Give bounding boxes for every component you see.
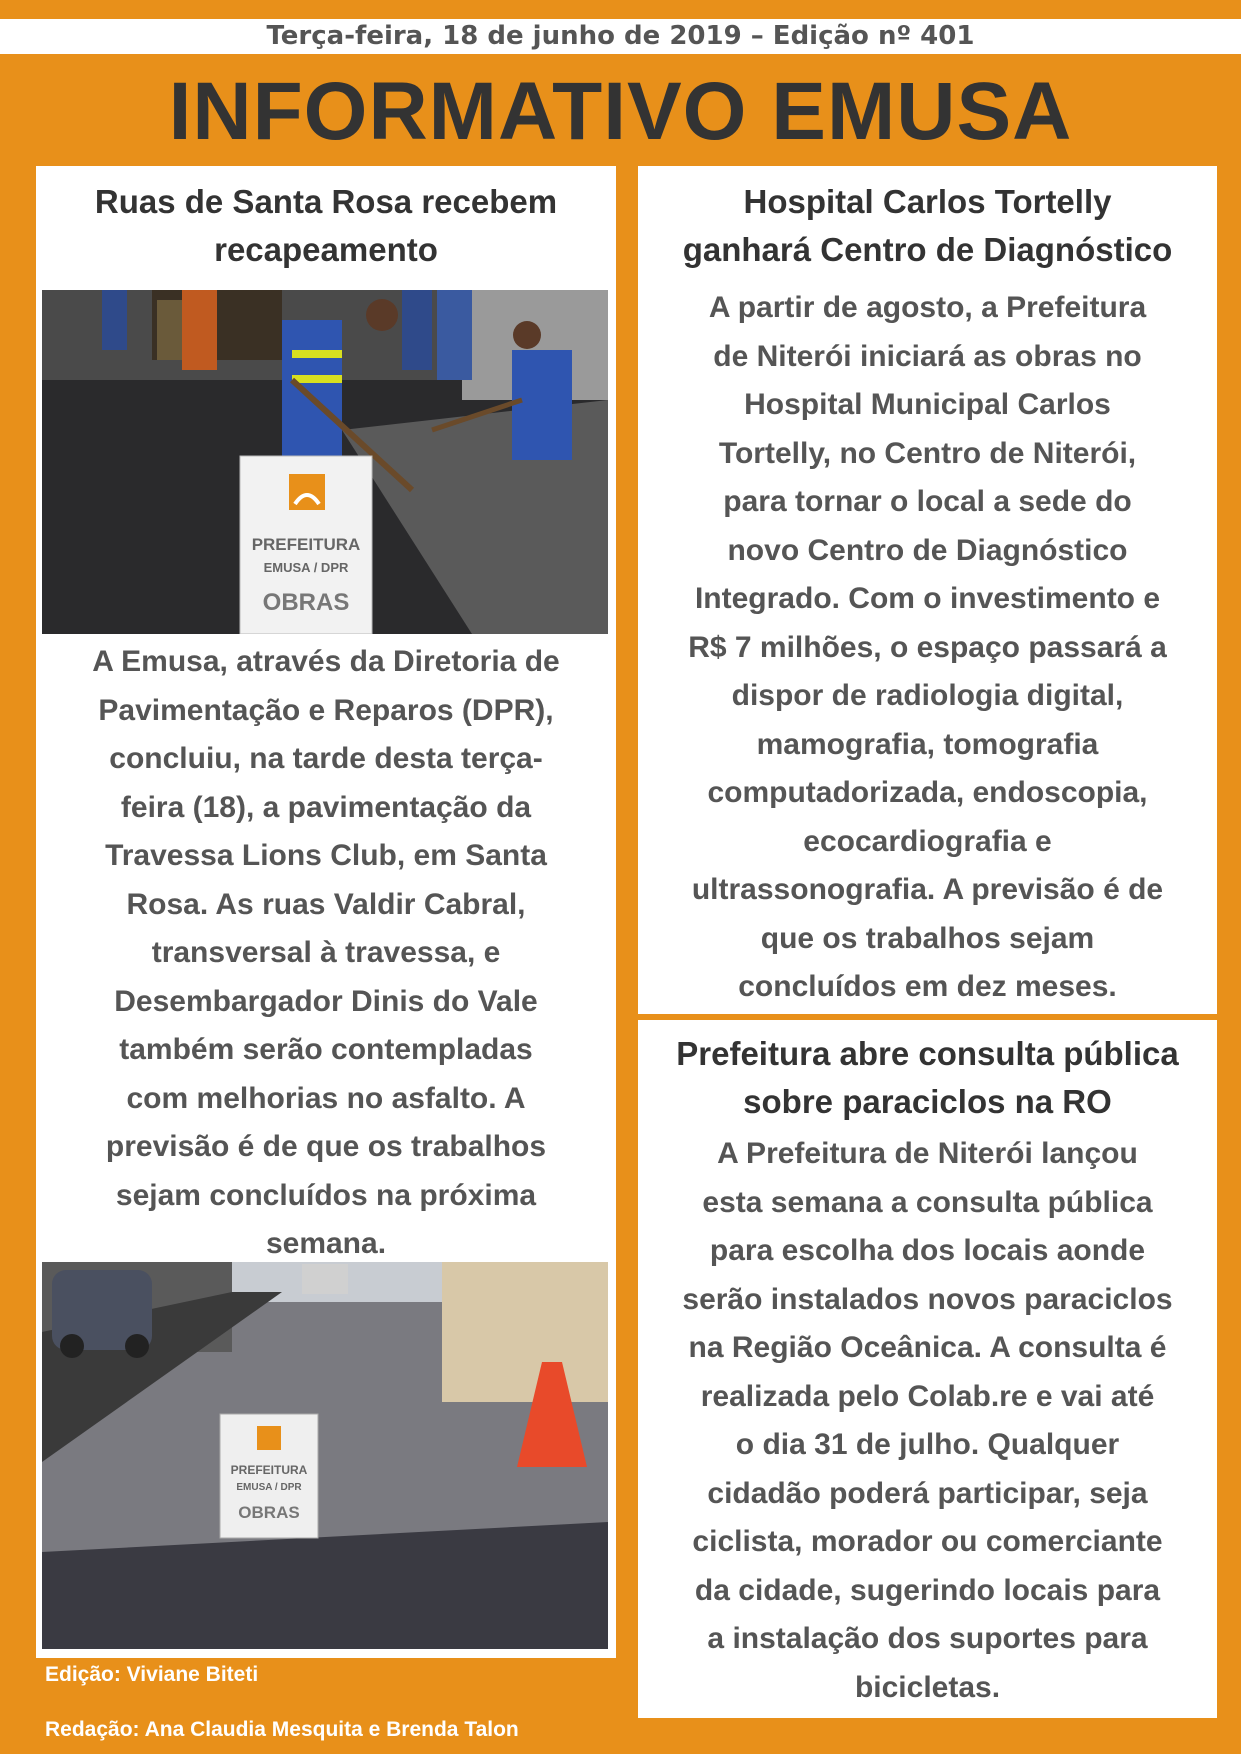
writing-credit: Redação: Ana Claudia Mesquita e Brenda Talon xyxy=(45,1718,519,1741)
body-line: a instalação dos suportes para xyxy=(707,1622,1148,1655)
body-line: ciclista, morador ou comerciante xyxy=(692,1525,1163,1558)
body-line: Tortelly, no Centro de Niterói, xyxy=(718,436,1137,470)
body-line: também serão contempladas xyxy=(119,1033,533,1066)
body-line: Pavimentação e Reparos (DPR), xyxy=(98,693,554,727)
body-line: o dia 31 de julho. Qualquer xyxy=(735,1428,1120,1461)
article-panel-left xyxy=(36,166,616,1658)
body-line: para tornar o local a sede do xyxy=(723,485,1132,518)
body-line: de Niterói iniciará as obras no xyxy=(713,339,1142,373)
sign-text-emusa-2: EMUSA / DPR xyxy=(236,1482,302,1493)
body-line: na Região Oceânica. A consulta é xyxy=(688,1331,1167,1364)
body-line: que os trabalhos sejam xyxy=(760,921,1095,955)
body-line: A Emusa, através da Diretoria de xyxy=(92,645,560,678)
body-line: transversal à travessa, e xyxy=(151,936,501,969)
newsletter-title: INFORMATIVO EMUSA xyxy=(168,66,1073,157)
body-line: para escolha dos locais aonde xyxy=(709,1234,1146,1267)
sign-text-emusa: EMUSA / DPR xyxy=(263,560,349,575)
sign-text-prefeitura: PREFEITURA xyxy=(251,535,361,554)
body-line: bicicletas. xyxy=(854,1670,1001,1704)
body-line: computadorizada, endoscopia, xyxy=(707,776,1148,809)
body-line: novo Centro de Diagnóstico xyxy=(727,533,1128,567)
body-line: com melhorias no asfalto. A xyxy=(126,1081,526,1115)
body-line: realizada pelo Colab.re e vai até xyxy=(700,1379,1155,1413)
article-body-right-bottom xyxy=(638,1130,1217,1712)
article-body-right-top xyxy=(638,284,1217,1012)
body-line: A partir de agosto, a Prefeitura xyxy=(708,291,1147,324)
sign-text-prefeitura-2: PREFEITURA xyxy=(230,1463,308,1477)
body-line: concluiu, na tarde desta terça- xyxy=(109,742,543,775)
body-line: A Prefeitura de Niterói lançou xyxy=(717,1137,1138,1170)
article-panel-right-top xyxy=(638,166,1217,1014)
article-panel-right-bottom xyxy=(638,1020,1217,1718)
body-line: da cidade, sugerindo locais para xyxy=(694,1573,1161,1607)
body-line: previsão é de que os trabalhos xyxy=(105,1130,547,1163)
body-line: concluídos em dez meses. xyxy=(738,970,1117,1003)
body-line: esta semana a consulta pública xyxy=(702,1185,1153,1219)
body-line: Rosa. As ruas Valdir Cabral, xyxy=(126,887,526,921)
body-line: dispor de radiologia digital, xyxy=(731,679,1124,712)
edition-credit: Edição: Viviane Biteti xyxy=(45,1663,259,1686)
body-line: cidadão poderá participar, seja xyxy=(707,1476,1148,1510)
sign-text-obras: OBRAS xyxy=(262,589,350,616)
body-line: Desembargador Dinis do Vale xyxy=(114,984,538,1018)
body-line: feira (18), a pavimentação da xyxy=(120,790,532,824)
body-line: ecocardiografia e xyxy=(803,824,1052,858)
repaved-street-photo xyxy=(42,1262,608,1649)
body-line: semana. xyxy=(265,1227,387,1260)
roadwork-crew-photo xyxy=(42,290,608,634)
body-line: ultrassonografia. A previsão é de xyxy=(691,873,1164,906)
article-headline-right-top: Hospital Carlos Tortelly ganhará Centro de Diagnóstico xyxy=(682,183,1173,268)
body-line: Hospital Municipal Carlos xyxy=(744,388,1111,421)
body-line: R$ 7 milhões, o espaço passará a xyxy=(688,630,1167,664)
body-line: serão instalados novos paraciclos xyxy=(682,1282,1173,1316)
dateline: Terça-feira, 18 de junho de 2019 – Edição nº 401 xyxy=(0,19,1241,54)
article-headline-right-bottom: Prefeitura abre consulta pública sobre paraciclos na RO xyxy=(676,1035,1179,1120)
body-line: Integrado. Com o investimento e xyxy=(694,582,1161,615)
body-line: mamografia, tomografia xyxy=(756,727,1099,761)
body-line: Travessa Lions Club, em Santa xyxy=(105,839,547,872)
body-line: sejam concluídos na próxima xyxy=(115,1178,537,1212)
article-body-left xyxy=(36,638,616,1269)
sign-text-obras-2: OBRAS xyxy=(238,1503,300,1522)
article-headline-left: Ruas de Santa Rosa recebem recapeamento xyxy=(94,183,558,268)
